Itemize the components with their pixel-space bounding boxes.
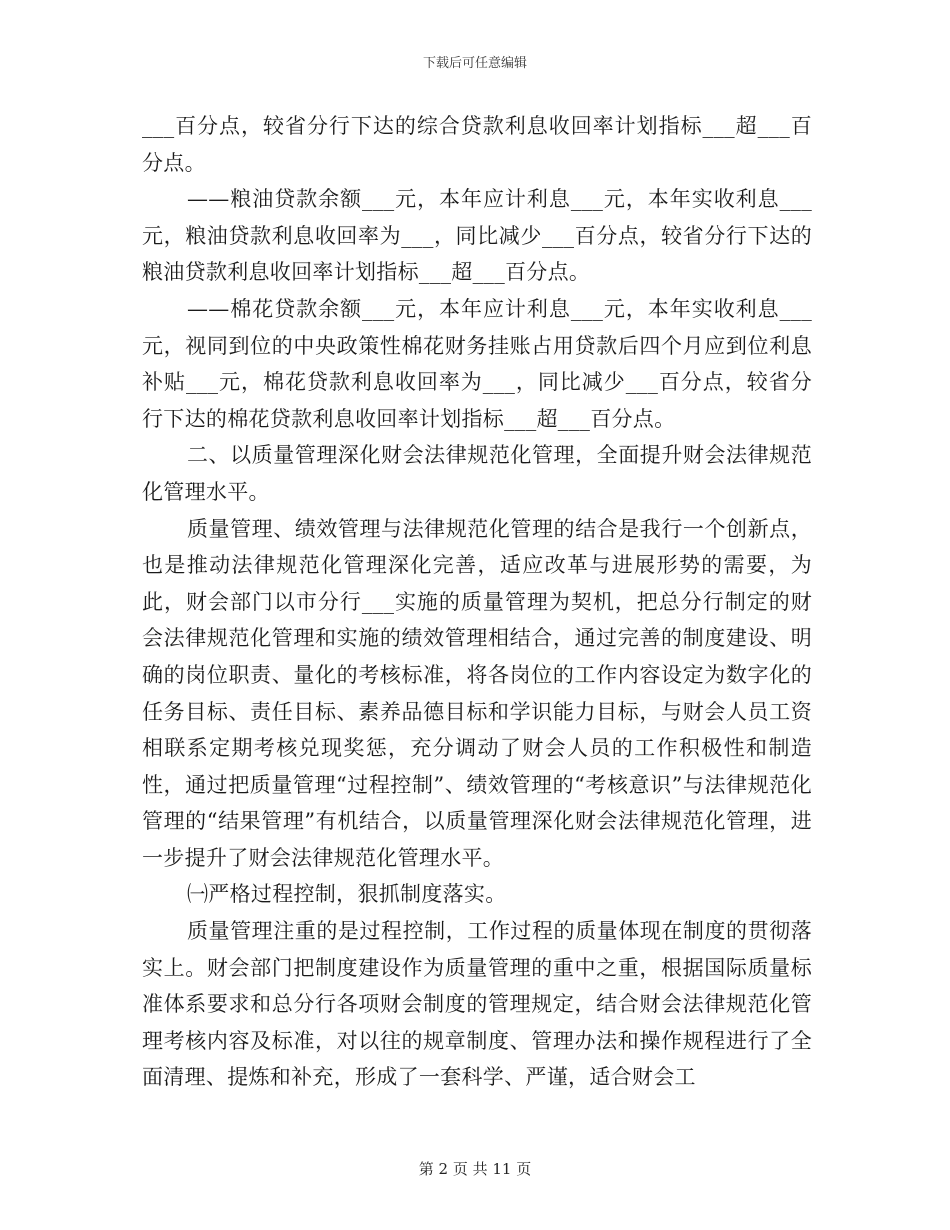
paragraph: ___百分点，较省分行下达的综合贷款利息收回率计划指标___超___百分点。 [142, 114, 812, 175]
document-body [142, 108, 812, 1096]
section-heading: 二、以质量管理深化财会法律规范化管理，全面提升财会法律规范化管理水平。 [142, 443, 812, 504]
subsection-heading: ㈠严格过程控制，狠抓制度落实。 [187, 882, 507, 907]
page-header: 下载后可任意编辑 [422, 56, 527, 71]
paragraph: 质量管理、绩效管理与法律规范化管理的结合是我行一个创新点，也是推动法律规范化管理深化完善，适应改革与进展形势的需要，为此，财会部门以市分行___实施的质量管理为契机，把总分行制定的财会法律规范化管理和实施的绩效管理相结合，通过完善的制度建设、明确的岗位职责、量化的考核标准，将各岗位的工作内容设定为数字化的任务目标、责任目标、素养品德目标和学识能力目标，与财会人员工资相联系定期考核兑现奖惩，充分调动了财会人员的工作积极性和制造性，通过把质量管理“过程控制”、绩效管理的“考核意识”与法律规范化管理的“结果管理”有机结合，以质量管理深化财会法律规范化管理，进一步提升了财会法律规范化管理水平。 [142, 516, 812, 870]
paragraph: 质量管理注重的是过程控制，工作过程的质量体现在制度的贯彻落实上。财会部门把制度建设作为质量管理的重中之重，根据国际质量标准体系要求和总分行各项财会制度的管理规定，结合财会法律规范化管理考核内容及标准，对以往的规章制度、管理办法和操作规程进行了全面清理、提炼和补充，形成了一套科学、严谨，适合财会工 [142, 919, 812, 1090]
page-footer: 第 2 页 共 11 页 [418, 1160, 532, 1178]
paragraph: ——粮油贷款余额___元，本年应计利息___元，本年实收利息___元，粮油贷款利息收回率为___，同比减少___百分点，较省分行下达的粮油贷款利息收回率计划指标___超___百分点。 [142, 187, 812, 285]
paragraph: ——棉花贷款余额___元，本年应计利息___元，本年实收利息___元，视同到位的中央政策性棉花财务挂账占用贷款后四个月应到位利息补贴___元，棉花贷款利息收回率为___，同比减少___百分点，较省分行下达的棉花贷款利息收回率计划指标___超___百分点。 [142, 296, 812, 431]
